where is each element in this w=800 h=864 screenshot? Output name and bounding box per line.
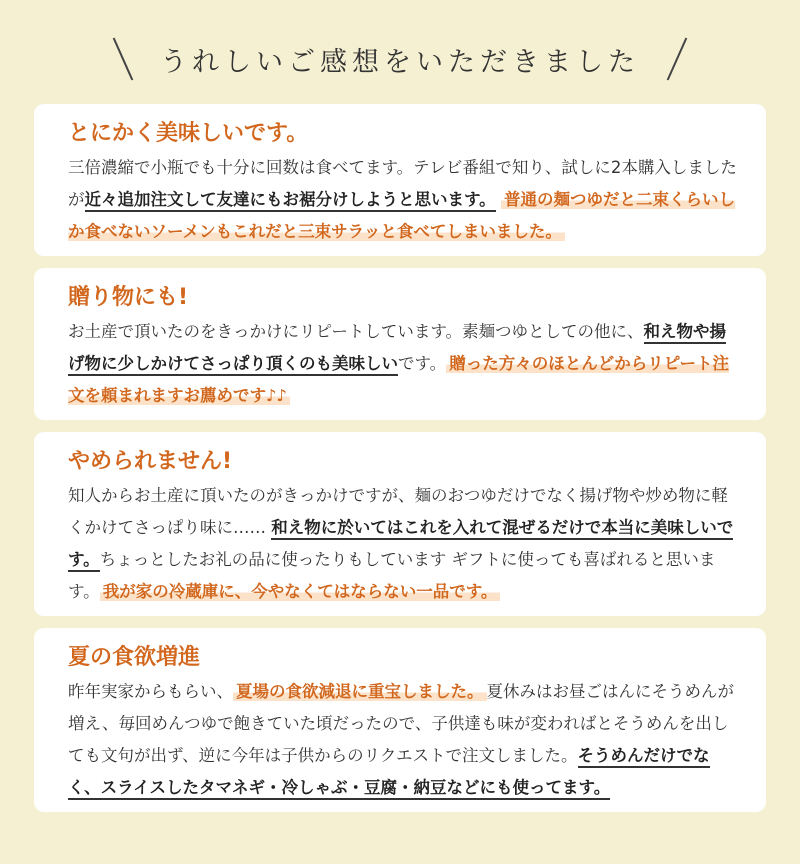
review-heading: 夏の食欲増進 bbox=[68, 645, 201, 670]
review-body bbox=[68, 480, 738, 608]
underlined-highlight: 近々追加注文して友達にもお裾分けしようと思います。 bbox=[85, 190, 496, 212]
review-card-2 bbox=[34, 268, 766, 420]
marker-highlight: 普通の麺つゆだと二束くらいしか食べないソーメンもこれだと三束サラッと食べてしまいました。 bbox=[68, 190, 735, 241]
review-heading: やめられません! bbox=[68, 449, 233, 474]
review-text: 昨年実家からもらい、 bbox=[68, 682, 233, 701]
underlined-highlight: そうめんだけでなく、スライスしたタマネギ・冷しゃぶ・豆腐・納豆などにも使ってます。 bbox=[68, 746, 710, 800]
underlined-highlight: 和え物や揚げ物に少しかけてさっぱり頂くのも美味しい bbox=[68, 322, 726, 376]
review-card-4 bbox=[34, 628, 766, 812]
marker-highlight: 我が家の冷蔵庫に、今やなくてはならない一品です。 bbox=[100, 582, 501, 601]
section-header bbox=[0, 30, 800, 90]
review-text: です。 bbox=[398, 354, 447, 373]
marker-highlight: 贈った方々のほとんどからリピート注文を頼まれますお薦めです♪♪ bbox=[68, 354, 730, 405]
underlined-highlight: 和え物に於いてはこれを入れて混ぜるだけで本当に美味しいです。 bbox=[68, 518, 733, 572]
review-text: お土産で頂いたのをきっかけにリピートしています。素麺つゆとしての他に、 bbox=[68, 322, 644, 341]
review-heading: とにかく美味しいです。 bbox=[68, 121, 309, 146]
section-title: うれしいご感想をいただきました bbox=[160, 47, 640, 78]
review-text: 夏休みはお昼ごはんにそうめんが増え、毎回めんつゆで飽きていた頃だったので、子供達も味が変わればとそうめんを出しても文句が出ず、逆に今年は子供からのリクエストで注文しました。 bbox=[68, 682, 734, 765]
review-body bbox=[68, 676, 738, 804]
review-text: ちょっとしたお礼の品に使ったりもしています ギフトに使っても喜ばれると思います。 bbox=[68, 550, 716, 601]
review-card-3 bbox=[34, 432, 766, 616]
review-body bbox=[68, 316, 738, 412]
marker-highlight: 夏場の食欲減退に重宝しました。 bbox=[233, 682, 487, 701]
review-card-1 bbox=[34, 104, 766, 256]
review-body bbox=[68, 152, 738, 248]
review-text: 知人からお土産に頂いたのがきっかけですが、麺のおつゆだけでなく揚げ物や炒め物に軽くかけてさっぱり味に…… bbox=[68, 486, 728, 537]
review-text: 三倍濃縮で小瓶でも十分に回数は食べてます。テレビ番組で知り、試しに2本購入しましたが bbox=[68, 158, 737, 209]
review-heading: 贈り物にも! bbox=[68, 285, 189, 310]
